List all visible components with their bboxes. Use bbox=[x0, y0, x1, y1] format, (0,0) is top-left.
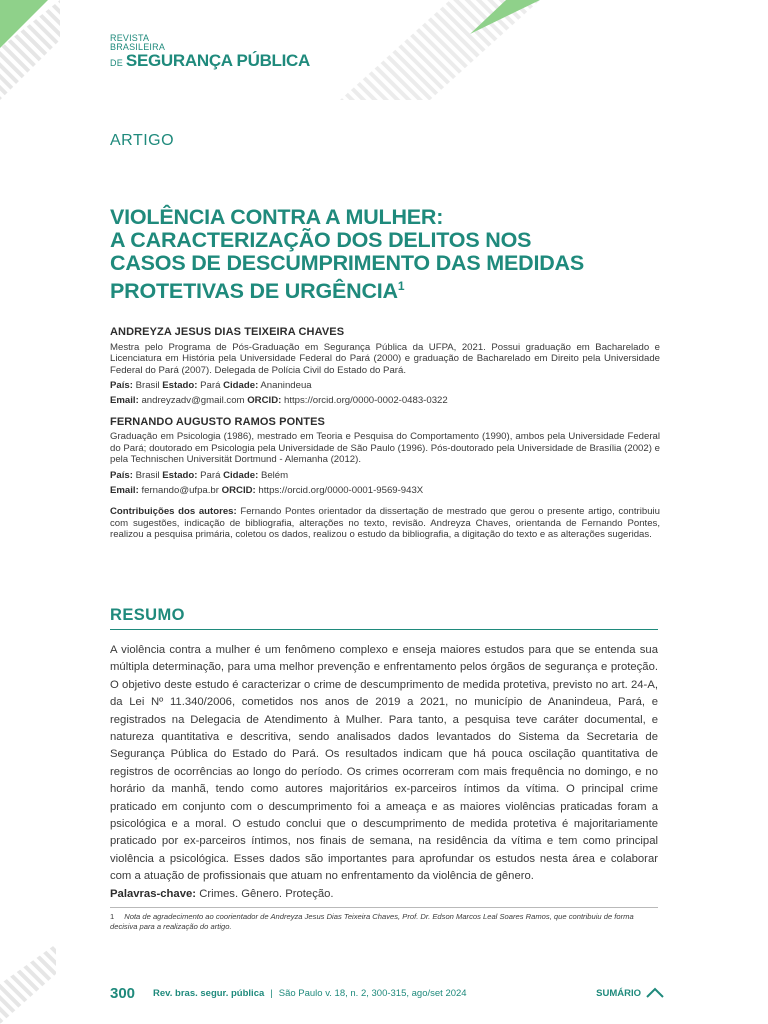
keywords-label: Palavras-chave: bbox=[110, 887, 197, 900]
abstract-heading-text: RESUMO bbox=[110, 606, 185, 624]
title-line-3: CASOS DE DESCUMPRIMENTO DAS MEDIDAS bbox=[110, 251, 585, 275]
state-value: Pará bbox=[200, 469, 221, 481]
sumario-label: SUMÁRIO bbox=[596, 987, 641, 999]
country-label: País: bbox=[110, 469, 133, 481]
authors-section bbox=[110, 327, 660, 541]
author-block bbox=[110, 417, 660, 497]
logo-line-3-main: SEGURANÇA PÚBLICA bbox=[125, 51, 311, 70]
author-location bbox=[110, 380, 660, 392]
sumario-link[interactable] bbox=[596, 987, 665, 999]
author-name: FERNANDO AUGUSTO RAMOS PONTES bbox=[110, 415, 325, 428]
footer-separator: | bbox=[270, 987, 273, 999]
abstract-text: A violência contra a mulher é um fenômeno complexo e enseja maiores estudos para que se entenda sua múltipla determinação, para uma melhor prevenção e enfrentamento pelos órgãos de segurança e proteção. O objetivo deste estudo é caracterizar o crime de descumprimento de medida protetiva, previsto no art. 24-A, da Lei Nº 11.340/2006, cometidos nos anos de 2019 a 2021, no município de Ananindeua, Pará, e registrados na Delegacia de Atendimento à Mulher. Para tanto, a pesquisa teve caráter documental, e natureza quantitativa e descritiva, sendo analisados dados levantados do Sistema da Secretaria de Segurança Pública do Estado do Pará. Os resultados indicam que há pouca oscilação quantitativa de registros de ocorrências ao longo do período. Os crimes ocorreram com mais frequência no domingo, e no horário da manhã, tendo como autores majoritários ex-parceiros íntimos da vítima. O principal crime praticado em conjunto com o descumprimento foi a ameaça e as maiores violências praticadas foram a psicológica e a moral. O estudo conclui que o descumprimento de medida protetiva é majoritariamente praticado por ex-parceiros íntimos, nos finais de semana, na residência da vítima e tem como principal violência a psicológica. Esses dados são importantes para aprofundar os estudos nesta área e colaborar com a atuação de profissionais que atuam no enfrentamento da violência de gênero. bbox=[110, 644, 658, 883]
journal-logo bbox=[110, 34, 310, 69]
title-footnote-marker[interactable]: 1 bbox=[397, 279, 405, 293]
article-title bbox=[110, 206, 670, 303]
author-contact bbox=[110, 395, 660, 407]
state-label: Estado: bbox=[162, 380, 198, 392]
contributions-text: Fernando Pontes orientador da dissertação de mestrado que gerou o presente artigo, contribuiu com sugestões, indicação de bibliografia, alterações no texto, revisão. Andreyza Chaves, orientanda de Fernando Pontes, realizou a pesquisa primária, coletou os dados, realizou o estudo da bibliografia, a digitação do texto e as alterações sugeridas. bbox=[110, 506, 660, 541]
page-number: 300 bbox=[110, 984, 136, 1002]
top-left-stripes-decoration bbox=[0, 0, 60, 100]
author-block bbox=[110, 327, 660, 407]
author-name: ANDREYZA JESUS DIAS TEIXEIRA CHAVES bbox=[110, 326, 345, 338]
title-line-4 bbox=[110, 275, 670, 303]
top-center-stripes-decoration bbox=[340, 0, 540, 100]
city-label: Cidade: bbox=[223, 380, 259, 392]
author-contributions bbox=[110, 506, 660, 541]
country-label: País: bbox=[110, 380, 133, 392]
city-value: Ananindeua bbox=[260, 380, 312, 392]
author-location bbox=[110, 470, 660, 482]
section-label: ARTIGO bbox=[110, 132, 175, 149]
orcid-label: ORCID: bbox=[221, 484, 256, 496]
page-footer bbox=[110, 983, 665, 1003]
keywords bbox=[110, 886, 658, 903]
contributions-label: Contribuições dos autores: bbox=[110, 506, 237, 518]
city-label: Cidade: bbox=[223, 469, 259, 481]
logo-line-1: REVISTA bbox=[110, 33, 150, 43]
country-value: Brasil bbox=[135, 469, 160, 481]
title-line-1: VIOLÊNCIA CONTRA A MULHER: bbox=[110, 205, 444, 229]
footnote-text: Nota de agradecimento ao coorientador de Andreyza Jesus Dias Teixeira Chaves, Prof. Dr. Edson Marcos Leal Soares Ramos, que contribuiu de forma decisiva para a realização do artigo. bbox=[110, 912, 634, 931]
orcid-link[interactable]: https://orcid.org/0000-0002-0483-0322 bbox=[283, 394, 448, 406]
footnote-number: 1 bbox=[110, 912, 115, 921]
journal-issue-info: São Paulo v. 18, n. 2, 300-315, ago/set 2024 bbox=[278, 987, 467, 999]
state-value: Pará bbox=[200, 380, 221, 392]
journal-abbrev: Rev. bras. segur. pública bbox=[153, 987, 265, 999]
bottom-left-stripes-decoration bbox=[0, 944, 56, 1024]
logo-line-2: BRASILEIRA bbox=[110, 42, 166, 52]
state-label: Estado: bbox=[162, 469, 198, 481]
country-value: Brasil bbox=[135, 380, 160, 392]
author-bio: Mestra pelo Programa de Pós-Graduação em Segurança Pública da UFPA, 2021. Possui graduação em Bacharelado e Licenciatura em História pela Universidade Federal do Pará (2000) e graduação de Bacharelado em Direito pela Universidade Federal do Pará (2007). Delegada de Polícia Civil do Estado do Pará. bbox=[110, 341, 660, 376]
email-link[interactable]: andreyzadv@gmail.com bbox=[141, 394, 245, 406]
chevron-up-icon bbox=[645, 987, 665, 999]
logo-line-3-prefix: DE bbox=[110, 58, 123, 68]
top-right-triangle-decoration bbox=[470, 0, 540, 34]
abstract-body bbox=[110, 642, 658, 903]
abstract-heading bbox=[110, 606, 658, 630]
city-value: Belém bbox=[260, 469, 289, 481]
email-label: Email: bbox=[110, 394, 139, 406]
email-label: Email: bbox=[110, 484, 139, 496]
author-bio: Graduação em Psicologia (1986), mestrado em Teoria e Pesquisa do Comportamento (1990), ambos pela Universidade Federal do Pará; doutorado em Psicologia pela Universidade de São Paulo (1996). Pós-doutorado pela Universidade de Brasília (2002) e pela Technischen Universität Dortmund - Alemanha (2012). bbox=[110, 431, 660, 466]
keywords-text: Crimes. Gênero. Proteção. bbox=[199, 887, 334, 900]
orcid-link[interactable]: https://orcid.org/0000-0001-9569-943X bbox=[258, 484, 424, 496]
title-line-4-text: PROTETIVAS DE URGÊNCIA bbox=[110, 279, 398, 304]
title-line-2: A CARACTERIZAÇÃO DOS DELITOS NOS bbox=[110, 228, 532, 252]
footnote bbox=[110, 907, 658, 932]
author-contact bbox=[110, 485, 660, 497]
email-link[interactable]: fernando@ufpa.br bbox=[141, 484, 219, 496]
orcid-label: ORCID: bbox=[247, 394, 282, 406]
